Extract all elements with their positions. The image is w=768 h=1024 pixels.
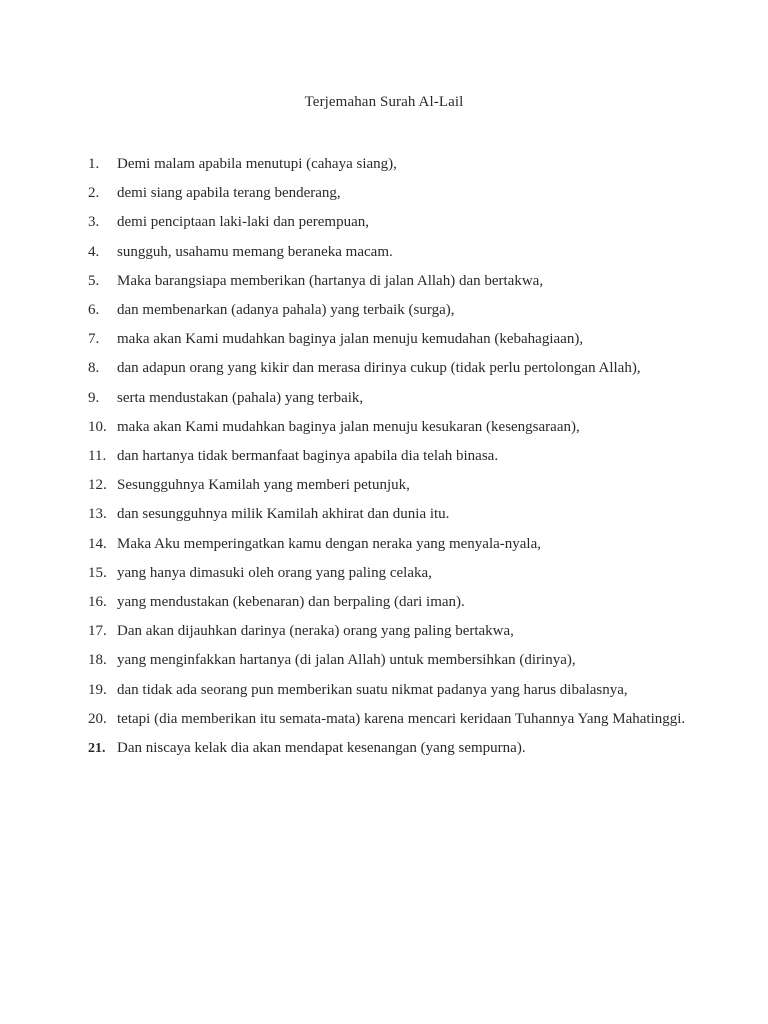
verse-text: maka akan Kami mudahkan baginya jalan menuju kemudahan (kebahagiaan), bbox=[117, 331, 584, 348]
verse-text: maka akan Kami mudahkan baginya jalan menuju kesukaran (kesengsaraan), bbox=[117, 418, 580, 435]
verse-text: dan adapun orang yang kikir dan merasa dirinya cukup (tidak perlu pertolongan Allah), bbox=[117, 360, 641, 377]
verse-number: 8. bbox=[88, 360, 100, 377]
verse-number: 12. bbox=[88, 477, 107, 494]
list-item bbox=[88, 705, 688, 734]
verse-text: demi siang apabila terang benderang, bbox=[117, 185, 341, 202]
verse-number: 16. bbox=[88, 594, 107, 611]
verse-text: Sesungguhnya Kamilah yang memberi petunjuk, bbox=[117, 477, 410, 494]
list-item bbox=[88, 617, 688, 646]
list-item bbox=[88, 530, 688, 559]
verse-number: 9. bbox=[88, 389, 100, 406]
verse-number: 20. bbox=[88, 710, 107, 727]
verse-number: 15. bbox=[88, 564, 107, 581]
document-title: Terjemahan Surah Al-Lail bbox=[304, 94, 464, 110]
list-item bbox=[88, 442, 688, 471]
verse-number: 17. bbox=[88, 623, 107, 640]
verse-text: dan hartanya tidak bermanfaat baginya apabila dia telah binasa. bbox=[117, 448, 499, 465]
verse-number: 21. bbox=[88, 741, 106, 757]
list-item bbox=[88, 559, 688, 588]
verse-text: dan tidak ada seorang pun memberikan suatu nikmat padanya yang harus dibalasnya, bbox=[117, 681, 628, 698]
verse-text: Dan niscaya kelak dia akan mendapat kesenangan (yang sempurna). bbox=[117, 740, 526, 757]
verse-number: 7. bbox=[88, 331, 100, 348]
verse-number: 4. bbox=[88, 243, 100, 260]
list-item bbox=[88, 179, 688, 208]
verse-number: 3. bbox=[88, 214, 100, 231]
verse-text: demi penciptaan laki-laki dan perempuan, bbox=[117, 214, 369, 231]
verse-text: yang hanya dimasuki oleh orang yang paling celaka, bbox=[117, 564, 432, 581]
list-item bbox=[88, 676, 688, 705]
list-item bbox=[88, 208, 688, 237]
verse-number: 10. bbox=[88, 418, 107, 435]
list-item bbox=[88, 325, 688, 354]
verse-text: yang menginfakkan hartanya (di jalan Allah) untuk membersihkan (dirinya), bbox=[117, 652, 576, 669]
verse-number: 11. bbox=[88, 448, 107, 465]
verse-number: 18. bbox=[88, 652, 107, 669]
verse-number: 1. bbox=[88, 156, 100, 172]
verse-text: dan sesungguhnya milik Kamilah akhirat dan dunia itu. bbox=[117, 506, 450, 523]
list-item bbox=[88, 588, 688, 617]
list-item bbox=[88, 413, 688, 442]
list-item bbox=[88, 150, 688, 179]
list-item bbox=[88, 500, 688, 529]
verse-text: sungguh, usahamu memang beraneka macam. bbox=[117, 243, 393, 260]
list-item bbox=[88, 296, 688, 325]
verse-number: 14. bbox=[88, 535, 107, 552]
list-item bbox=[88, 238, 688, 267]
list-item bbox=[88, 267, 688, 296]
verse-number: 13. bbox=[88, 506, 107, 523]
list-item bbox=[88, 354, 688, 383]
verse-text: Maka Aku memperingatkan kamu dengan neraka yang menyala-nyala, bbox=[117, 535, 542, 552]
verse-text: Maka barangsiapa memberikan (hartanya di jalan Allah) dan bertakwa, bbox=[117, 272, 544, 289]
verse-text: serta mendustakan (pahala) yang terbaik, bbox=[117, 389, 364, 406]
list-item bbox=[88, 646, 688, 675]
verse-text: tetapi (dia memberikan itu semata-mata) karena mencari keridaan Tuhannya Yang Mahatinggi. bbox=[117, 710, 686, 727]
verse-number: 19. bbox=[88, 681, 107, 698]
list-item bbox=[88, 384, 688, 413]
verse-text: yang mendustakan (kebenaran) dan berpaling (dari iman). bbox=[117, 594, 465, 611]
list-item bbox=[88, 471, 688, 500]
verse-list bbox=[88, 150, 688, 763]
list-item bbox=[88, 734, 688, 763]
verse-number: 2. bbox=[88, 185, 100, 202]
verse-number: 5. bbox=[88, 272, 100, 289]
verse-text: dan membenarkan (adanya pahala) yang terbaik (surga), bbox=[117, 302, 455, 319]
verse-number: 6. bbox=[88, 302, 100, 319]
verse-text: Dan akan dijauhkan darinya (neraka) orang yang paling bertakwa, bbox=[117, 623, 514, 640]
verse-text: Demi malam apabila menutupi (cahaya siang), bbox=[117, 156, 397, 172]
